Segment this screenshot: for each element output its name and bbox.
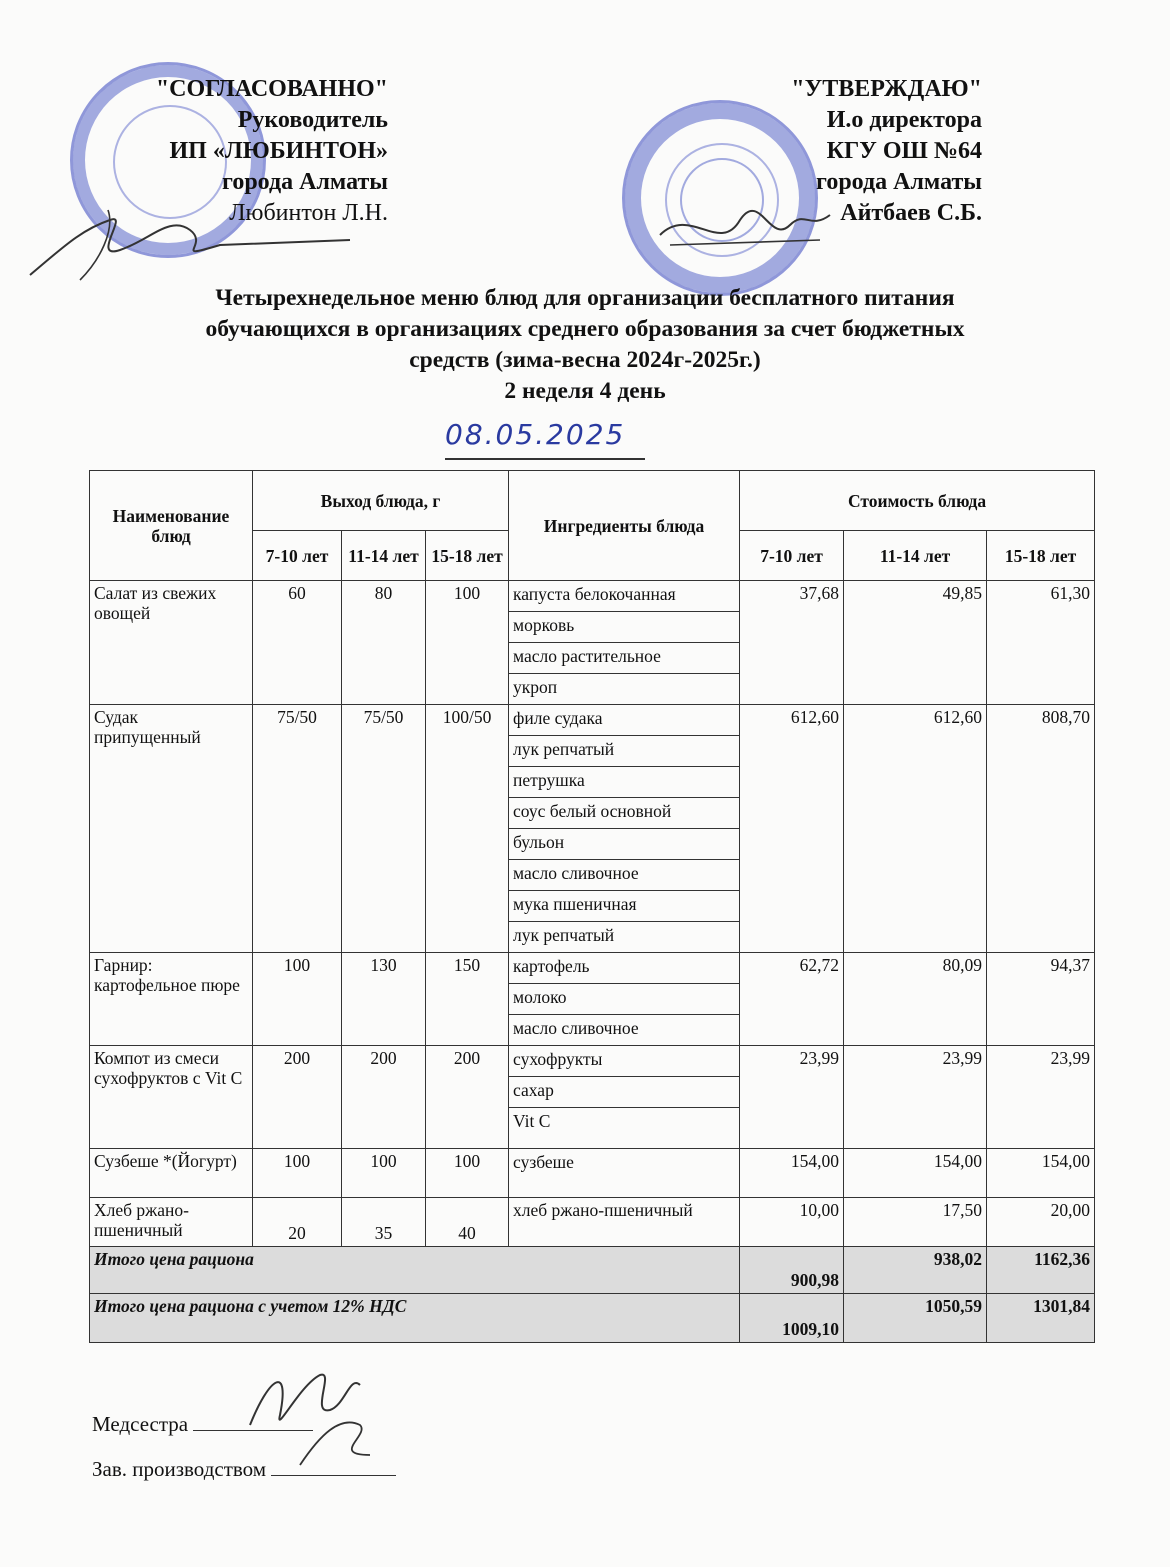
- ingredient: морковь: [509, 612, 740, 643]
- approve-block: [791, 74, 982, 229]
- dish-cost: 49,85: [844, 581, 987, 705]
- ingredient: масло сливочное: [509, 1015, 740, 1046]
- dish-yield: 100: [253, 953, 342, 1046]
- ingredient: сузбеше: [509, 1149, 740, 1198]
- ingredient: укроп: [509, 674, 740, 705]
- ingredient: соус белый основной: [509, 798, 740, 829]
- dish-cost: 62,72: [740, 953, 844, 1046]
- dish-cost: 808,70: [987, 705, 1095, 953]
- dish-name: Салат из свежих овощей: [90, 581, 253, 705]
- ingredient: сухофрукты: [509, 1046, 740, 1077]
- dish-yield: 75/50: [342, 705, 426, 953]
- header-cost-age-1: 7-10 лет: [740, 531, 844, 581]
- dish-cost: 612,60: [740, 705, 844, 953]
- agreed-person: Любинтон Л.Н.: [229, 200, 388, 226]
- approve-heading: "УТВЕРЖДАЮ": [791, 76, 982, 102]
- agreed-heading: "СОГЛАСОВАННО": [155, 76, 388, 102]
- dish-yield: 40: [426, 1198, 509, 1247]
- table-row: [90, 953, 1095, 984]
- ingredient: молоко: [509, 984, 740, 1015]
- dish-yield: 80: [342, 581, 426, 705]
- dish-cost: 20,00: [987, 1198, 1095, 1247]
- total-vat-label: Итого цена рациона с учетом 12% НДС: [90, 1294, 740, 1343]
- title-line-1: Четырехнедельное меню блюд для организации бесплатного питания: [215, 285, 955, 311]
- dish-yield: 60: [253, 581, 342, 705]
- ingredient: хлеб ржано-пшеничный: [509, 1198, 740, 1247]
- header-cost-age-3: 15-18 лет: [987, 531, 1095, 581]
- title-line-3: средств (зима-весна 2024г-2025г.): [409, 347, 761, 373]
- ingredient: филе судака: [509, 705, 740, 736]
- dish-cost: 37,68: [740, 581, 844, 705]
- ingredient: лук репчатый: [509, 922, 740, 953]
- dish-cost: 61,30: [987, 581, 1095, 705]
- title-line-4: 2 неделя 4 день: [504, 378, 666, 404]
- production-sign-line: [271, 1455, 396, 1476]
- dish-name: Судак припущенный: [90, 705, 253, 953]
- ingredient: капуста белокочанная: [509, 581, 740, 612]
- dish-yield: 150: [426, 953, 509, 1046]
- header-ingredients: Ингредиенты блюда: [509, 471, 740, 581]
- dish-cost: 23,99: [844, 1046, 987, 1149]
- header-dish-name: Наименование блюд: [90, 471, 253, 581]
- total-vat-value: 1301,84: [987, 1294, 1095, 1343]
- total-label: Итого цена рациона: [90, 1247, 740, 1294]
- nurse-signature-line: [92, 1410, 313, 1437]
- approve-role: И.о директора: [826, 107, 982, 133]
- dish-cost: 612,60: [844, 705, 987, 953]
- header-yield-age-2: 11-14 лет: [342, 531, 426, 581]
- nurse-sign-line: [193, 1410, 313, 1431]
- table-row: [90, 1198, 1095, 1247]
- total-vat-value: 1009,10: [740, 1294, 844, 1343]
- approve-city: города Алматы: [816, 169, 982, 195]
- menu-title: [60, 283, 1110, 407]
- dish-yield: 35: [342, 1198, 426, 1247]
- ingredient: лук репчатый: [509, 736, 740, 767]
- production-label: Зав. производством: [92, 1457, 267, 1481]
- total-vat-value: 1050,59: [844, 1294, 987, 1343]
- header-yield: Выход блюда, г: [253, 471, 509, 531]
- dish-name: Сузбеше *(Йогурт): [90, 1149, 253, 1198]
- agreed-role: Руководитель: [237, 107, 388, 133]
- ingredient: масло сливочное: [509, 860, 740, 891]
- total-value: 900,98: [740, 1247, 844, 1294]
- dish-yield: 200: [342, 1046, 426, 1149]
- dish-cost: 23,99: [987, 1046, 1095, 1149]
- approval-header: [0, 74, 1170, 254]
- dish-yield: 200: [253, 1046, 342, 1149]
- dish-yield: 100: [426, 1149, 509, 1198]
- dish-yield: 100: [426, 581, 509, 705]
- dish-yield: 100/50: [426, 705, 509, 953]
- header-cost: Стоимость блюда: [740, 471, 1095, 531]
- dish-cost: 94,37: [987, 953, 1095, 1046]
- agreed-block: [156, 74, 388, 229]
- dish-cost: 154,00: [740, 1149, 844, 1198]
- table-row: [90, 705, 1095, 736]
- total-row: [90, 1247, 1095, 1294]
- ingredient: петрушка: [509, 767, 740, 798]
- table-row: [90, 1046, 1095, 1077]
- total-vat-row: [90, 1294, 1095, 1343]
- dish-yield: 100: [342, 1149, 426, 1198]
- dish-name: Гарнир: картофельное пюре: [90, 953, 253, 1046]
- ingredient: картофель: [509, 953, 740, 984]
- dish-cost: 10,00: [740, 1198, 844, 1247]
- nurse-label: Медсестра: [92, 1412, 189, 1436]
- total-value: 938,02: [844, 1247, 987, 1294]
- dish-yield: 100: [253, 1149, 342, 1198]
- dish-cost: 23,99: [740, 1046, 844, 1149]
- header-yield-age-3: 15-18 лет: [426, 531, 509, 581]
- handwritten-date: 08.05.2025: [445, 418, 645, 460]
- header-yield-age-1: 7-10 лет: [253, 531, 342, 581]
- ingredient: масло растительное: [509, 643, 740, 674]
- production-signature-line: [92, 1455, 396, 1482]
- dish-yield: 75/50: [253, 705, 342, 953]
- dish-name: Хлеб ржано-пшеничный: [90, 1198, 253, 1247]
- title-line-2: обучающихся в организациях среднего образования за счет бюджетных: [205, 316, 965, 342]
- header-cost-age-2: 11-14 лет: [844, 531, 987, 581]
- ingredient: сахар: [509, 1077, 740, 1108]
- dish-yield: 130: [342, 953, 426, 1046]
- dish-cost: 154,00: [987, 1149, 1095, 1198]
- dish-yield: 200: [426, 1046, 509, 1149]
- table-row: [90, 581, 1095, 612]
- dish-cost: 17,50: [844, 1198, 987, 1247]
- ingredient: мука пшеничная: [509, 891, 740, 922]
- dish-cost: 80,09: [844, 953, 987, 1046]
- approve-person: Айтбаев С.Б.: [840, 200, 982, 226]
- dish-cost: 154,00: [844, 1149, 987, 1198]
- dish-name: Компот из смеси сухофруктов с Vit C: [90, 1046, 253, 1149]
- agreed-city: города Алматы: [222, 169, 388, 195]
- total-value: 1162,36: [987, 1247, 1095, 1294]
- ingredient: бульон: [509, 829, 740, 860]
- dish-yield: 20: [253, 1198, 342, 1247]
- agreed-org: ИП «ЛЮБИНТОН»: [169, 138, 388, 164]
- approve-org: КГУ ОШ №64: [826, 138, 982, 164]
- ingredient: Vit C: [509, 1108, 740, 1149]
- menu-table: [89, 470, 1095, 1343]
- table-row: [90, 1149, 1095, 1198]
